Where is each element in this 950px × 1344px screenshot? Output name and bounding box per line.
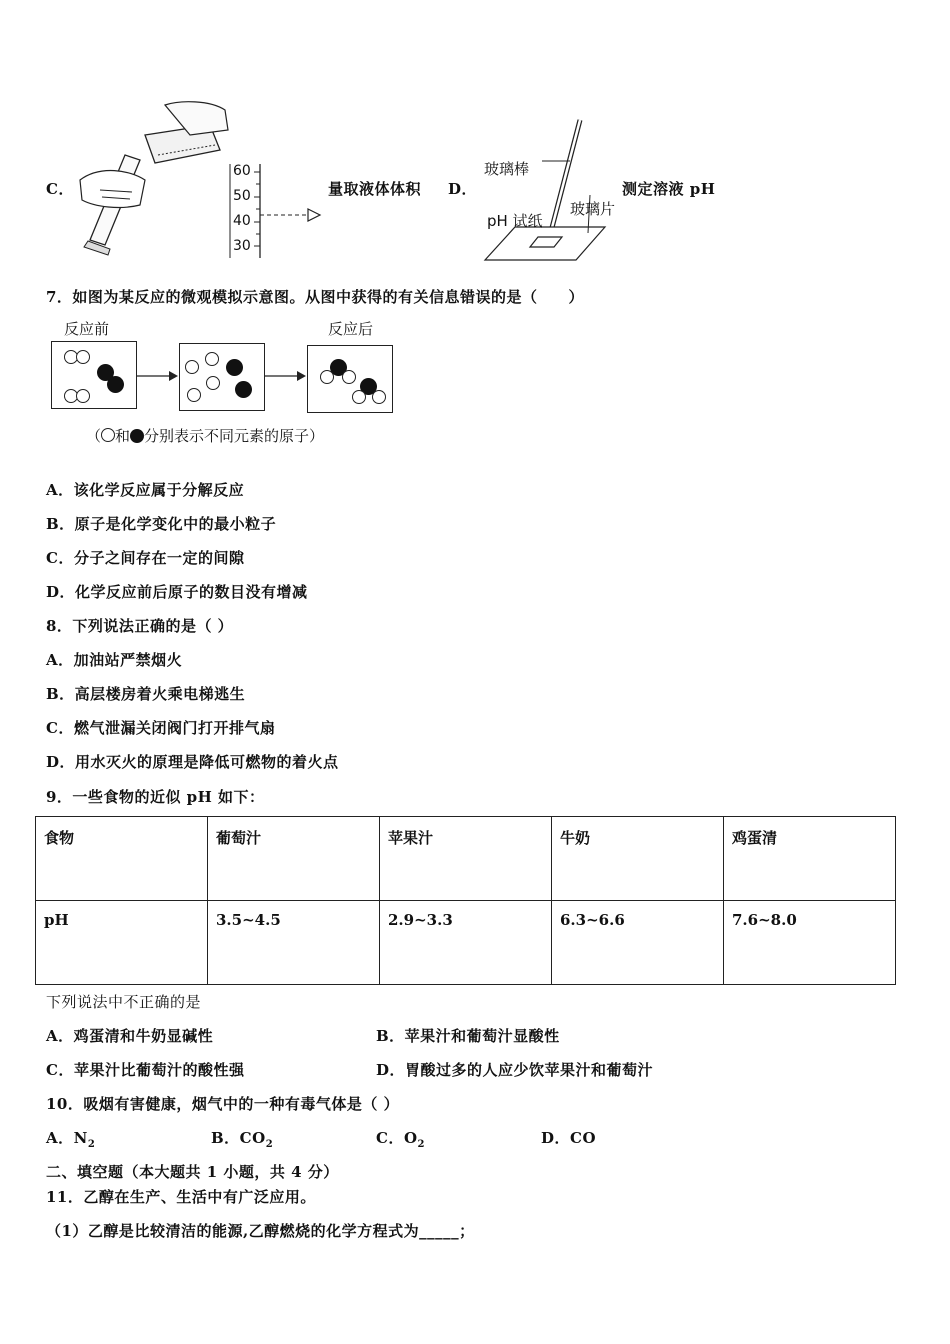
ph-paper-label: pH 试纸: [487, 212, 543, 230]
q10-stem: 10．吸烟有害健康，烟气中的一种有毒气体是（ ）: [46, 1095, 400, 1113]
scale-tick-30: 30: [233, 238, 251, 254]
graduated-cylinder-figure: [70, 95, 230, 265]
ph-test-figure: [480, 115, 620, 265]
q8-option-b: B．高层楼房着火乘电梯逃生: [46, 685, 246, 703]
q9-option-d: D．胃酸过多的人应少饮苹果汁和葡萄汁: [376, 1061, 654, 1079]
arrow-1: [137, 370, 179, 382]
table-header-row: [36, 817, 896, 901]
option-c-label: C．: [46, 180, 74, 198]
q10-option-d: D．CO: [541, 1129, 597, 1147]
q8-stem: 8．下列说法正确的是（ ）: [46, 617, 234, 635]
q7-option-b: B．原子是化学变化中的最小粒子: [46, 515, 277, 533]
middle-box: [179, 343, 265, 411]
q7-option-d: D．化学反应前后原子的数目没有增减: [46, 583, 308, 601]
after-box: [307, 345, 393, 413]
q7-option-c: C．分子之间存在一定的间隙: [46, 549, 245, 567]
q10-option-b: B．$CO_2$: [211, 1129, 274, 1150]
ph-table: [35, 816, 896, 985]
q9-option-a: A．鸡蛋清和牛奶显碱性: [46, 1027, 214, 1045]
table-cell: 3.5~4.5: [208, 901, 380, 985]
option-d-caption: 测定溶液 pH: [622, 180, 716, 198]
atom-legend: （ 和 分别表示不同元素的原子）: [86, 427, 325, 445]
q9-question: 下列说法中不正确的是: [46, 993, 202, 1011]
q7-stem: 7．如图为某反应的微观模拟示意图。从图中获得的有关信息错误的是（ ）: [46, 288, 584, 306]
glass-rod-label: 玻璃棒: [484, 160, 530, 178]
table-cell: pH: [36, 901, 208, 985]
scale-tick-40: 40: [233, 213, 251, 229]
q11-part1: （1）乙醇是比较清洁的能源,乙醇燃烧的化学方程式为_____；: [46, 1222, 475, 1240]
table-row: [36, 901, 896, 985]
section-heading: 二、填空题（本大题共 1 小题，共 4 分）: [46, 1163, 339, 1181]
table-cell: 牛奶: [552, 817, 724, 901]
table-cell: 鸡蛋清: [724, 817, 896, 901]
table-cell: 6.3~6.6: [552, 901, 724, 985]
before-box: [51, 341, 137, 409]
option-d-label: D．: [448, 180, 478, 198]
table-cell: 苹果汁: [380, 817, 552, 901]
table-cell: 2.9~3.3: [380, 901, 552, 985]
q8-option-c: C．燃气泄漏关闭阀门打开排气扇: [46, 719, 276, 737]
after-label: 反应后: [328, 320, 374, 338]
q7-option-a: A．该化学反应属于分解反应: [46, 481, 245, 499]
before-label: 反应前: [64, 320, 110, 338]
table-cell: 食物: [36, 817, 208, 901]
scale-tick-60: 60: [233, 163, 251, 179]
q9-stem: 9．一些食物的近似 pH 如下：: [46, 788, 265, 806]
arrow-2: [265, 370, 307, 382]
q8-option-a: A．加油站严禁烟火: [46, 651, 183, 669]
option-c-caption: 量取液体体积: [328, 180, 422, 198]
q10-option-a: A．$N_2$: [46, 1129, 96, 1150]
q11-stem: 11．乙醇在生产、生活中有广泛应用。: [46, 1188, 316, 1206]
q9-option-b: B．苹果汁和葡萄汁显酸性: [376, 1027, 560, 1045]
q10-option-c: C．$O_2$: [376, 1129, 425, 1150]
table-cell: 葡萄汁: [208, 817, 380, 901]
glass-plate-label: 玻璃片: [570, 200, 616, 218]
scale-tick-50: 50: [233, 188, 251, 204]
q9-option-c: C．苹果汁比葡萄汁的酸性强: [46, 1061, 245, 1079]
q8-option-d: D．用水灭火的原理是降低可燃物的着火点: [46, 753, 339, 771]
table-cell: 7.6~8.0: [724, 901, 896, 985]
